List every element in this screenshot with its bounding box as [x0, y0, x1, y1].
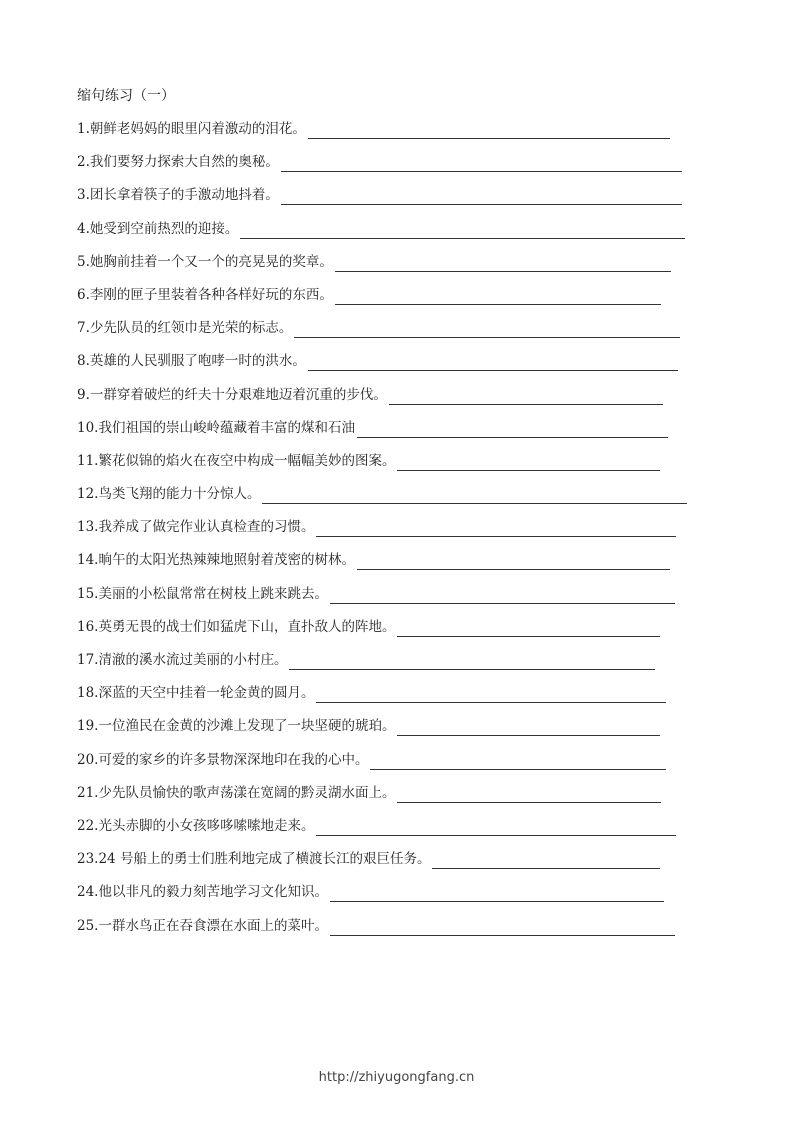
footer-url: http://zhiyugongfang.cn	[318, 1070, 475, 1085]
exercise-sentence: 23.24 号船上的勇士们胜利地完成了横渡长江的艰巨任务。	[77, 851, 431, 868]
answer-line[interactable]	[397, 716, 660, 736]
exercise-item-19	[77, 716, 727, 749]
exercise-item-23	[77, 849, 727, 882]
answer-line[interactable]	[289, 650, 655, 670]
exercise-sentence: 1.朝鲜老妈妈的眼里闪着激动的泪花。	[77, 121, 306, 137]
answer-line[interactable]	[357, 550, 670, 570]
exercise-item-16	[77, 617, 727, 650]
exercise-sentence: 18.深蓝的天空中挂着一轮金黄的圆月。	[77, 685, 315, 702]
exercise-sentence: 20.可爱的家乡的许多景物深深地印在我的心中。	[77, 751, 369, 768]
exercise-item-25	[77, 916, 727, 949]
answer-line[interactable]	[294, 318, 680, 338]
answer-line[interactable]	[335, 285, 661, 305]
answer-line[interactable]	[330, 916, 675, 936]
exercise-item-21	[77, 783, 727, 816]
exercise-sentence: 22.光头赤脚的小女孩哆哆嗦嗦地走来。	[77, 817, 315, 834]
answer-line[interactable]	[432, 849, 660, 869]
exercise-item-7	[77, 318, 727, 351]
exercise-sentence: 14.晌午的太阳光热辣辣地照射着茂密的树林。	[77, 552, 355, 569]
exercise-sentence: 7.少先队员的红领巾是光荣的标志。	[77, 320, 293, 337]
answer-line[interactable]	[281, 152, 682, 172]
exercise-item-8	[77, 351, 727, 384]
answer-line[interactable]	[316, 517, 676, 537]
exercise-item-4	[77, 219, 727, 252]
exercise-sentence: 19.一位渔民在金黄的沙滩上发现了一块坚硬的琥珀。	[77, 718, 396, 735]
page-title: 缩句练习（一）	[77, 88, 175, 104]
exercise-item-12	[77, 484, 727, 517]
answer-line[interactable]	[330, 584, 675, 604]
exercise-item-10	[77, 418, 727, 451]
answer-line[interactable]	[281, 185, 682, 205]
exercise-item-2	[77, 152, 727, 185]
answer-line[interactable]	[357, 418, 668, 438]
answer-line[interactable]	[370, 750, 666, 770]
exercise-sentence: 4.她受到空前热烈的迎接。	[77, 220, 239, 237]
exercise-sentence: 21.少先队员愉快的歌声荡漾在宽阔的黔灵湖水面上。	[77, 784, 396, 801]
answer-line[interactable]	[308, 119, 670, 139]
exercise-item-11	[77, 451, 727, 484]
exercise-item-6	[77, 285, 727, 318]
exercise-sentence: 25.一群水鸟正在吞食漂在水面上的菜叶。	[77, 917, 328, 934]
exercise-item-22	[77, 816, 727, 849]
exercise-sentence: 9.一群穿着破烂的纤夫十分艰难地迈着沉重的步伐。	[77, 386, 387, 403]
exercise-item-3	[77, 185, 727, 218]
exercise-sentence: 5.她胸前挂着一个又一个的亮晃晃的奖章。	[77, 253, 333, 270]
answer-line[interactable]	[316, 683, 666, 703]
exercise-sentence: 11.繁花似锦的焰火在夜空中构成一幅幅美妙的图案。	[77, 452, 396, 469]
answer-line[interactable]	[316, 816, 676, 836]
exercise-sentence: 13.我养成了做完作业认真检查的习惯。	[77, 519, 315, 536]
exercise-sentence: 8.英雄的人民驯服了咆哮一时的洪水。	[77, 353, 306, 370]
answer-line[interactable]	[397, 451, 660, 471]
exercise-item-1	[77, 119, 727, 152]
exercise-sentence: 6.李刚的匣子里装着各种各样好玩的东西。	[77, 286, 333, 303]
exercise-item-13	[77, 517, 727, 550]
exercise-sentence: 3.团长拿着筷子的手激动地抖着。	[77, 187, 279, 204]
answer-line[interactable]	[389, 385, 663, 405]
exercise-sentence: 10.我们祖国的崇山峻岭蕴藏着丰富的煤和石油	[77, 419, 355, 436]
exercise-item-20	[77, 750, 727, 783]
answer-line[interactable]	[335, 252, 671, 272]
exercise-item-18	[77, 683, 727, 716]
exercise-sentence: 2.我们要努力探索大自然的奥秘。	[77, 154, 279, 171]
exercise-list	[77, 119, 727, 949]
exercise-sentence: 12.鸟类飞翔的能力十分惊人。	[77, 486, 261, 503]
answer-line[interactable]	[397, 617, 660, 637]
exercise-sentence: 17.清澈的溪水流过美丽的小村庄。	[77, 652, 288, 668]
answer-line[interactable]	[308, 351, 678, 371]
answer-line[interactable]	[240, 219, 685, 239]
answer-line[interactable]	[397, 783, 661, 803]
exercise-sentence: 16.英勇无畏的战士们如猛虎下山，直扑敌人的阵地。	[77, 618, 396, 635]
exercise-sentence: 24.他以非凡的毅力刻苦地学习文化知识。	[77, 884, 328, 901]
exercise-item-9	[77, 385, 727, 418]
exercise-item-17	[77, 650, 727, 683]
exercise-item-5	[77, 252, 727, 285]
exercise-sentence: 15.美丽的小松鼠常常在树枝上跳来跳去。	[77, 585, 328, 602]
exercise-item-15	[77, 584, 727, 617]
exercise-item-14	[77, 550, 727, 583]
answer-line[interactable]	[262, 484, 687, 504]
exercise-item-24	[77, 882, 727, 915]
answer-line[interactable]	[330, 882, 664, 902]
